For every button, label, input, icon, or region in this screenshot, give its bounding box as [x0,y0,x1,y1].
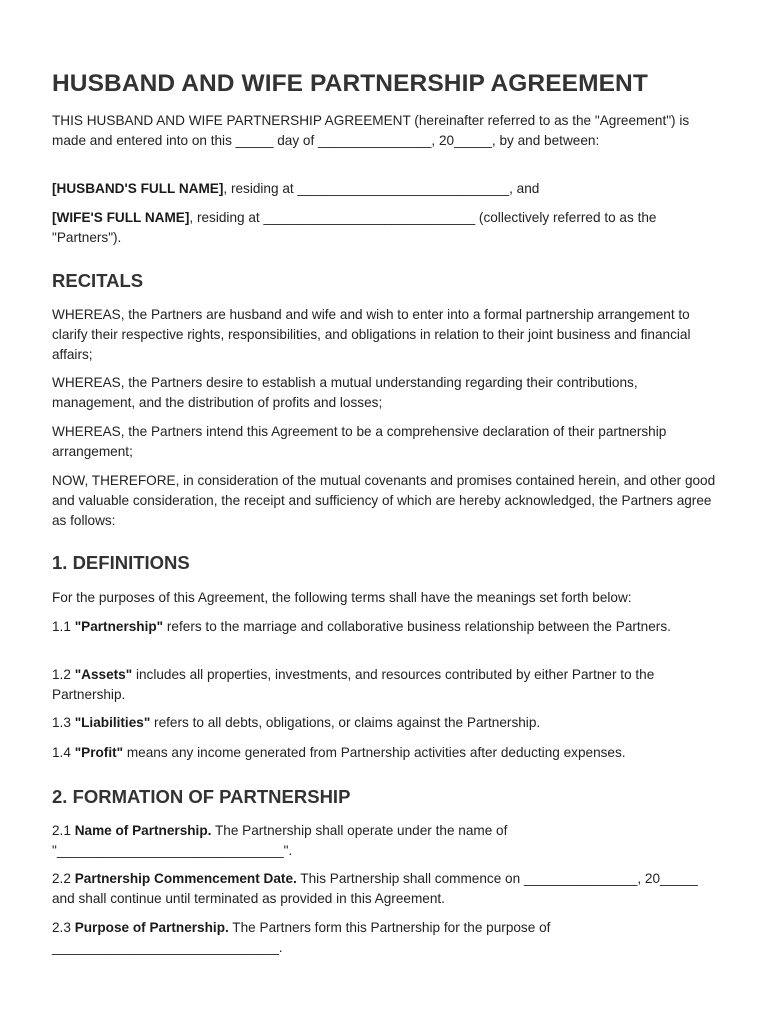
definition-number: 1.1 [52,619,75,634]
formation-item [52,869,720,909]
definition-item [52,743,720,763]
definition-number: 1.3 [52,715,75,730]
wife-party-line [52,208,720,248]
formation-item [52,918,720,958]
definition-text: refers to the marriage and collaborative business relationship between the Partners. [163,619,671,634]
wife-name-placeholder: [WIFE'S FULL NAME] [52,210,190,225]
wife-residence-text: , residing at ____________________________ (collectively referred to as the "Partners"). [52,210,657,245]
recital-paragraph-2: WHEREAS, the Partners desire to establish a mutual understanding regarding their contributions, management, and the distribution of profits and losses; [52,375,638,410]
husband-party-line [52,179,720,199]
definition-item [52,617,720,637]
definition-text: includes all properties, investments, and resources contributed by either Partner to the Partnership. [52,667,655,702]
definition-item [52,665,720,705]
formation-text: This Partnership shall commence on _______________, 20_____ and shall continue until terminated as provided in this Agreement. [52,871,698,906]
recitals-heading: RECITALS [52,270,144,291]
definition-term: "Assets" [74,667,133,682]
recital-paragraph-4: NOW, THEREFORE, in consideration of the mutual covenants and promises contained herein, and other good and valuable consideration, the receipt and sufficiency of which are hereby acknowledged, the Partners agree as follows: [52,473,716,528]
definition-text: refers to all debts, obligations, or claims against the Partnership. [150,715,541,730]
definition-item [52,713,720,733]
formation-number: 2.2 [52,871,75,886]
document-title: HUSBAND AND WIFE PARTNERSHIP AGREEMENT [52,70,648,97]
husband-name-placeholder: [HUSBAND'S FULL NAME] [52,181,224,196]
formation-text: The Partnership shall operate under the name of "______________________________". [52,823,508,858]
formation-number: 2.1 [52,823,75,838]
definitions-intro: For the purposes of this Agreement, the following terms shall have the meanings set forth below: [52,590,632,605]
formation-term: Purpose of Partnership. [74,920,229,935]
definition-term: "Liabilities" [74,715,151,730]
intro-paragraph: THIS HUSBAND AND WIFE PARTNERSHIP AGREEMENT (hereinafter referred to as the "Agreement") is made and entered into on this _____ day of _______________, 20_____, by and between: [52,113,690,148]
recital-paragraph-1: WHEREAS, the Partners are husband and wife and wish to enter into a formal partnership arrangement to clarify their respective rights, responsibilities, and obligations in relation to their joint business and financial affairs; [52,307,691,362]
formation-term: Name of Partnership. [74,823,212,838]
definition-text: means any income generated from Partnership activities after deducting expenses. [123,745,626,760]
definition-number: 1.2 [52,667,75,682]
husband-residence-text: , residing at ____________________________, and [223,181,540,196]
definitions-heading: 1. DEFINITIONS [52,552,190,573]
definition-term: "Partnership" [74,619,164,634]
recital-paragraph-3: WHEREAS, the Partners intend this Agreement to be a comprehensive declaration of their partnership arrangement; [52,424,667,459]
formation-item [52,821,720,861]
formation-text: The Partners form this Partnership for the purpose of ______________________________. [52,920,551,955]
definition-term: "Profit" [74,745,124,760]
definition-number: 1.4 [52,745,75,760]
formation-number: 2.3 [52,920,75,935]
formation-term: Partnership Commencement Date. [74,871,297,886]
formation-heading: 2. FORMATION OF PARTNERSHIP [52,786,351,807]
